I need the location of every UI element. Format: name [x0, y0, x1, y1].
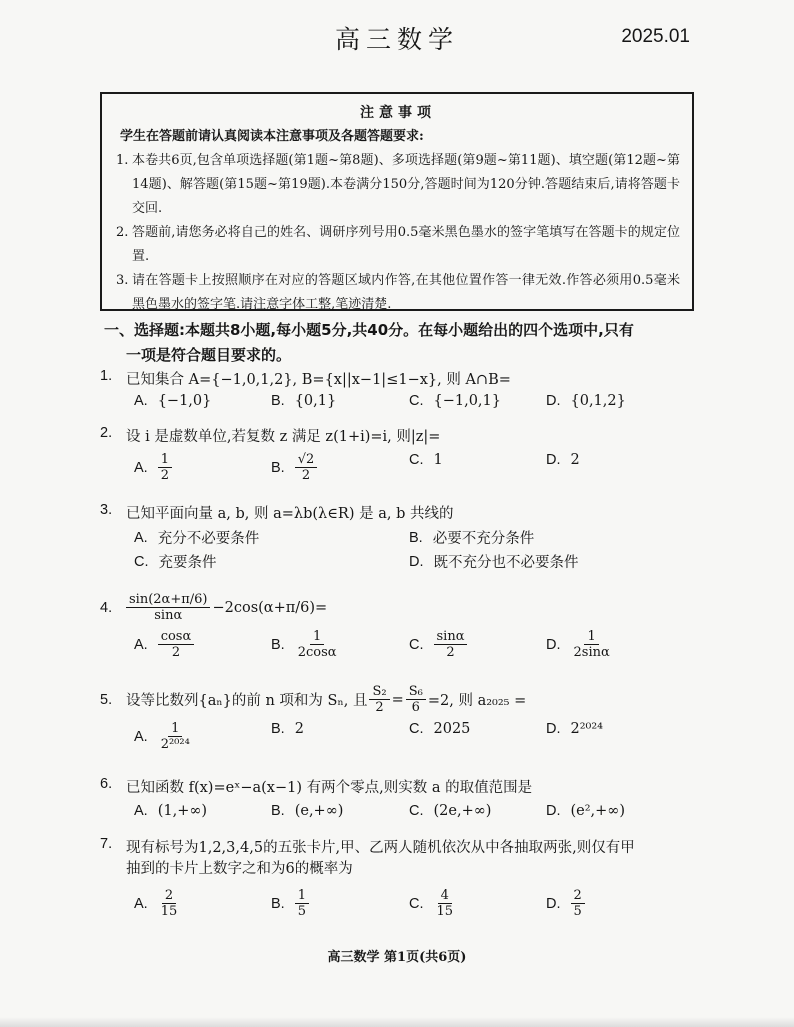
section-heading-line: 一项是符合题目要求的。: [126, 346, 292, 364]
option-letter: B.: [271, 393, 285, 409]
option-a: [134, 629, 194, 660]
option-b: [409, 527, 534, 548]
option-letter: C.: [409, 803, 424, 819]
fraction: [158, 629, 195, 660]
fraction: [158, 452, 172, 483]
fraction-numerator: sinα: [434, 629, 468, 645]
option-letter: A.: [134, 529, 148, 546]
question-text-line: 现有标号为1,2,3,4,5的五张卡片,甲、乙两人随机依次从中各抽取两张,则仅有甲: [126, 840, 635, 856]
option-letter: B.: [271, 459, 285, 476]
option-b: [271, 393, 336, 409]
option-text: 充要条件: [158, 555, 217, 571]
option-letter: D.: [546, 895, 561, 912]
option-letter: D.: [546, 803, 561, 819]
fraction-denominator: 2²⁰²⁴: [160, 737, 190, 752]
option-row: [100, 888, 700, 924]
option-c: [409, 452, 443, 468]
option-letter: D.: [546, 636, 561, 653]
option-letter: B.: [271, 803, 285, 819]
question-number: 3.: [100, 502, 113, 518]
option-text: (1,+∞): [157, 803, 208, 819]
option-a: [134, 393, 211, 409]
question-6: [100, 776, 700, 827]
option-letter: B.: [409, 529, 423, 546]
question-number: 5.: [100, 691, 113, 708]
fraction: [571, 629, 613, 660]
option-text: 2: [570, 452, 580, 468]
fraction-numerator: 2: [162, 888, 176, 904]
question-stem: [100, 684, 700, 715]
question-number: 7.: [100, 836, 113, 852]
option-letter: C.: [409, 452, 424, 468]
scan-edge: [0, 1017, 794, 1027]
question-4: [100, 592, 700, 661]
option-text: (e²,+∞): [570, 803, 626, 819]
fraction-numerator: 4: [438, 888, 452, 904]
option-letter: D.: [546, 393, 561, 409]
option-row: [100, 452, 700, 484]
option-b: [271, 803, 343, 819]
fraction-denominator: 5: [297, 904, 306, 919]
option-text: 既不充分也不必要条件: [433, 555, 579, 571]
option-row: [100, 393, 700, 417]
option-text: (e,+∞): [294, 803, 344, 819]
notice-title: 注意事项: [360, 105, 436, 121]
option-letter: C.: [409, 721, 424, 737]
option-c: [409, 803, 491, 819]
notice-item: [116, 269, 680, 317]
question-text: 已知平面向量 a, b, 则 a=λb(λ∈R) 是 a, b 共线的: [126, 506, 454, 522]
notice-item-text: 本卷共6页,包含单项选择题(第1题~第8题)、多项选择题(第9题~第11题)、填空题(第12题~第14题)、解答题(第15题~第19题).本卷满分150分,答题时间为120分钟.答题结束后,请将答题卡交回.: [132, 153, 680, 216]
question-1: [100, 368, 700, 417]
option-letter: C.: [134, 553, 149, 570]
option-c: [409, 721, 470, 737]
exam-date: 2025.01: [621, 26, 690, 47]
option-a: [134, 888, 180, 919]
fraction-denominator: 6: [411, 700, 420, 715]
option-d: [409, 551, 579, 572]
option-letter: A.: [134, 728, 148, 745]
notice-item-number: 1.: [116, 153, 129, 168]
question-text: =2, 则 a₂₀₂₅ =: [427, 693, 527, 709]
option-text: 2²⁰²⁴: [570, 721, 603, 737]
fraction-numerator: 1: [158, 452, 172, 468]
question-stem: [100, 368, 700, 389]
question-stem: [100, 836, 700, 878]
fraction-numerator: 1: [168, 721, 182, 737]
fraction-numerator: 2: [571, 888, 585, 904]
notice-item: [116, 149, 680, 221]
option-text: {0,1,2}: [570, 393, 626, 409]
fraction-numerator: S₂: [369, 684, 389, 700]
option-d: [546, 721, 603, 737]
fraction-denominator: 2: [171, 645, 181, 660]
option-a: [134, 452, 172, 483]
fraction: [295, 888, 309, 919]
fraction: [295, 629, 340, 660]
option-text: {−1,0}: [157, 393, 212, 409]
option-d: [546, 888, 585, 919]
option-text: {−1,0,1}: [433, 393, 501, 409]
option-row: [100, 721, 700, 753]
question-3: [100, 502, 700, 575]
option-c: [134, 551, 217, 572]
fraction-denominator: 2: [160, 468, 169, 483]
fraction: [406, 684, 426, 715]
option-letter: D.: [546, 452, 561, 468]
question-stem: [100, 592, 700, 623]
notice-item-text: 请在答题卡上按照顺序在对应的答题区域内作答,在其他位置作答一律无效.作答必须用0.5毫米黑色墨水的签字笔.请注意字体工整,笔迹清楚.: [132, 273, 680, 312]
fraction-denominator: 2cosα: [297, 645, 337, 660]
option-a: [134, 803, 207, 819]
question-text: 设等比数列{aₙ}的前 n 项和为 Sₙ, 且: [126, 693, 368, 709]
fraction: [369, 684, 389, 715]
fraction-numerator: sin(2α+π/6): [126, 592, 210, 608]
option-row: [100, 527, 700, 551]
option-b: [271, 721, 304, 737]
section-heading-line: 一、选择题:本题共8小题,每小题5分,共40分。在每小题给出的四个选项中,只有: [104, 321, 634, 339]
question-text: 已知函数 f(x)=eˣ−a(x−1) 有两个零点,则实数 a 的取值范围是: [126, 780, 533, 796]
fraction-numerator: S₆: [406, 684, 426, 700]
option-text: 充分不必要条件: [157, 531, 260, 547]
option-letter: A.: [134, 636, 148, 653]
option-d: [546, 393, 626, 409]
option-a: [134, 527, 259, 548]
option-c: [409, 629, 467, 660]
option-letter: C.: [409, 393, 424, 409]
option-b: [271, 629, 340, 660]
page-footer: 高三数学 第1页(共6页): [327, 950, 467, 965]
question-2: [100, 425, 700, 484]
option-text: 必要不充分条件: [432, 531, 535, 547]
question-number: 4.: [100, 599, 113, 616]
fraction-denominator: 2: [301, 468, 311, 483]
fraction: [434, 629, 468, 660]
option-c: [409, 888, 456, 919]
option-d: [546, 629, 613, 660]
question-text: 已知集合 A={−1,0,1,2}, B={x||x−1|≤1−x}, 则 A∩B=: [126, 372, 511, 388]
question-text: −2cos(α+π/6)=: [212, 599, 328, 616]
fraction-numerator: 1: [584, 629, 598, 645]
fraction-numerator: 1: [295, 888, 309, 904]
option-letter: C.: [409, 636, 424, 653]
question-text: 设 i 是虚数单位,若复数 z 满足 z(1+i)=i, 则|z|=: [126, 429, 441, 445]
question-text-line: 抽到的卡片上数字之和为6的概率为: [126, 861, 353, 877]
fraction: [571, 888, 585, 919]
option-b: [271, 888, 309, 919]
fraction: [126, 592, 210, 623]
fraction-denominator: 5: [573, 904, 582, 919]
question-number: 2.: [100, 425, 113, 441]
option-letter: A.: [134, 803, 148, 819]
option-letter: A.: [134, 393, 148, 409]
fraction: [158, 721, 193, 752]
fraction: [434, 888, 457, 919]
notice-item-number: 2.: [116, 225, 129, 240]
option-d: [546, 452, 580, 468]
fraction-denominator: 15: [436, 904, 454, 919]
option-text: 2: [294, 721, 304, 737]
option-text: 2025: [433, 721, 471, 737]
page-title: 高三数学: [334, 25, 459, 54]
option-letter: C.: [409, 895, 424, 912]
option-letter: A.: [134, 895, 148, 912]
question-text: =: [391, 691, 404, 708]
option-text: (2e,+∞): [433, 803, 492, 819]
fraction-denominator: 2: [446, 645, 455, 660]
option-letter: D.: [546, 721, 561, 737]
option-row: [100, 629, 700, 661]
option-letter: B.: [271, 895, 285, 912]
notice-intro: 学生在答题前请认真阅读本注意事项及各题答题要求:: [120, 129, 424, 144]
fraction-denominator: 15: [160, 904, 178, 919]
option-a: [134, 721, 193, 752]
fraction-numerator: 1: [310, 629, 324, 645]
option-letter: D.: [409, 553, 424, 570]
fraction-denominator: 2: [375, 700, 384, 715]
question-number: 6.: [100, 776, 113, 792]
option-row: [100, 803, 700, 827]
fraction: [158, 888, 181, 919]
notice-item: [116, 221, 680, 269]
fraction-denominator: sinα: [154, 608, 183, 623]
option-d: [546, 803, 625, 819]
notice-box: [100, 92, 694, 311]
question-stem: [100, 502, 700, 523]
section-heading: [104, 318, 694, 368]
fraction-denominator: 2sinα: [573, 645, 610, 660]
option-b: [271, 452, 317, 483]
notice-item-number: 3.: [116, 273, 129, 288]
notice-item-text: 答题前,请您务必将自己的姓名、调研序列号用0.5毫米黑色墨水的签字笔填写在答题卡的规定位置.: [132, 225, 680, 264]
option-row: [100, 551, 700, 575]
option-letter: B.: [271, 721, 285, 737]
fraction-numerator: √2: [295, 452, 318, 468]
fraction: [295, 452, 318, 483]
option-text: {0,1}: [294, 393, 337, 409]
question-7: [100, 836, 700, 924]
question-text: [126, 836, 700, 878]
question-5: [100, 684, 700, 753]
option-letter: B.: [271, 636, 285, 653]
fraction-numerator: cosα: [158, 629, 195, 645]
question-stem: [100, 776, 700, 797]
question-number: 1.: [100, 368, 113, 384]
option-c: [409, 393, 501, 409]
question-stem: [100, 425, 700, 446]
option-letter: A.: [134, 459, 148, 476]
option-text: 1: [433, 452, 443, 468]
